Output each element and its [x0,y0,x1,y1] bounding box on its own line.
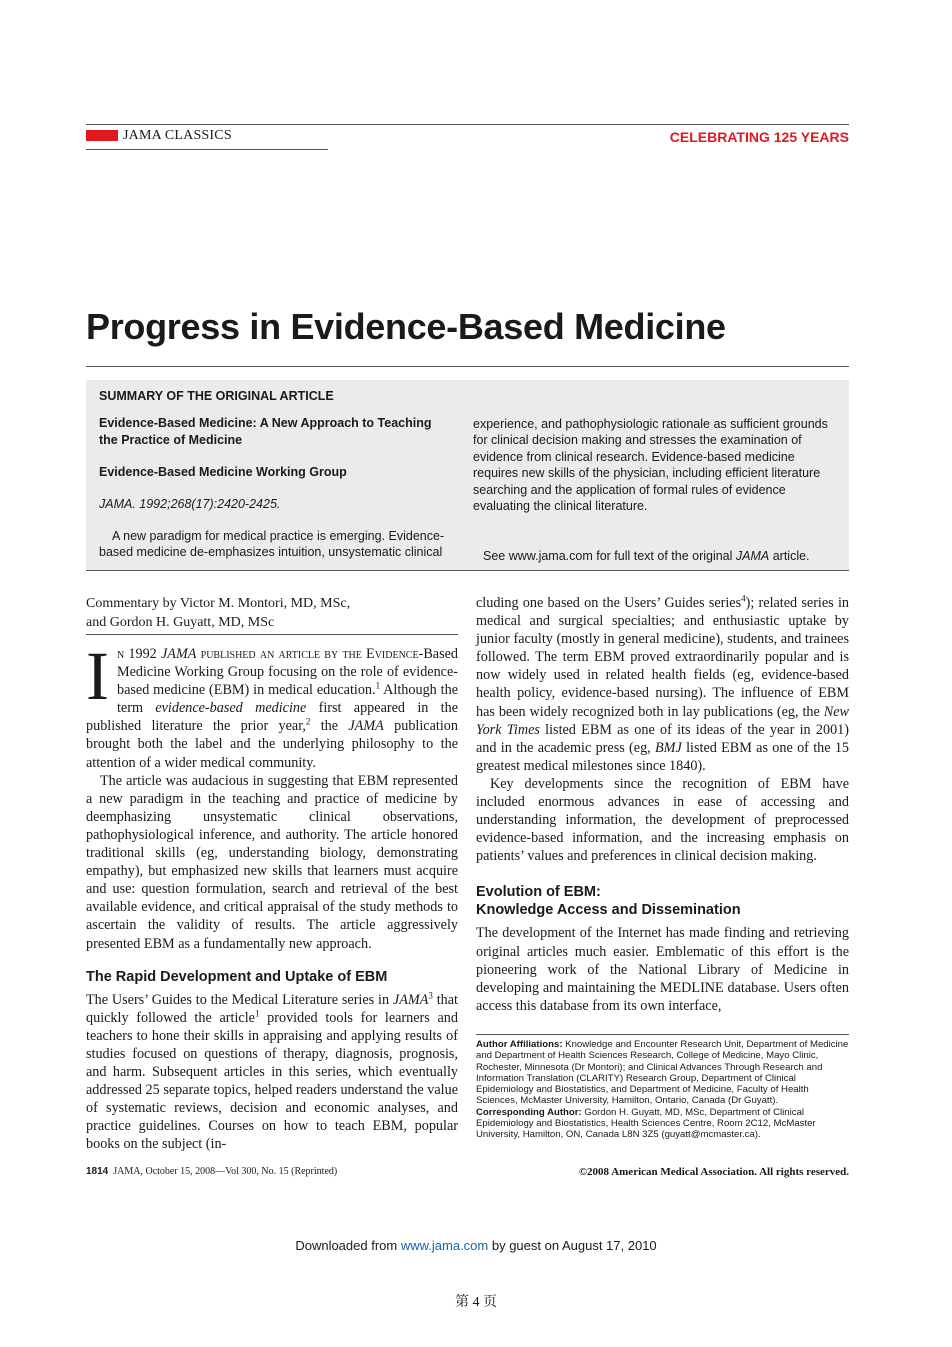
journal-issue: JAMA, October 15, 2008—Vol 300, No. 15 (Reprinted) [113,1166,338,1177]
summary-abstract-part1: A new paradigm for medical practice is emerging. Evidence-based medicine de-emphasizes intuition, unsystematic clinical [99,529,445,560]
copyright-notice: ©2008 American Medical Association. All rights reserved. [578,1166,849,1178]
summary-bottom-rule [86,570,849,571]
title-rule [86,366,849,367]
anniversary-banner: CELEBRATING 125 YEARS [669,129,849,145]
original-article-citation: JAMA. 1992;268(17):2420-2425. [99,497,281,511]
see-full-text-note: See www.jama.com for full text of the original JAMA article. [483,549,810,564]
original-article-authors: Evidence-Based Medicine Working Group [99,465,347,479]
summary-left-column [99,415,449,561]
body-paragraph-3: The Users’ Guides to the Medical Literature series in JAMA$^3$ that quickly followed the article$^1$ provided tools for learners and teachers to hone their skills in appraising and applying results of studies focused on questions of therapy, diagnosis, prognosis, and harm. Subsequent articles in this series, which eventually addressed 25 separate topics, helped readers understand the value of systematic reviews, decision and economic analyses, and practice guidelines. Courses on how to teach EBM, popular books on the subject (in- [86,989,458,1153]
corresponding-author: Corresponding Author: Gordon H. Guyatt, MD, MSc, Department of Clinical Epidemiology and Biostatistics, Health Sciences Centre, Room 2C12, McMaster University, Hamilton, ON, Canada L8N 3Z5 (guyatt@mcmaster.ca). [476,1106,816,1141]
body-paragraph-5: The development of the Internet has made finding and retrieving original articles much easier. Emblematic of this effort is the pioneering work of the National Library of Medicine in developing and maintaining the MEDLINE database. Users often access this database from its own interface, [476,925,849,1014]
section-heading-rapid-development: The Rapid Development and Uptake of EBM [86,968,388,985]
section-color-bar [86,130,118,141]
body-paragraph-1: In 1992 JAMA published an article by the Evidence-Based Medicine Working Group focusing on the role of evidence-based medicine (EBM) in medical education.$^1$ Although the term evidence-based medicine first appeared in the published literature the prior year,$^2$ the JAMA publication brought both the label and the underlying philosophy to the attention of a wider medical community. [86,638,459,771]
page-footer-left [86,1166,337,1177]
page-number: 1814 [86,1166,109,1177]
body-paragraph-2: The article was audacious in suggesting that EBM represented a new paradigm in the teaching and practice of medicine by deemphasizing unsystematic clinical observations, pathophysiological inference, and authority. The article honored traditional skills (eg, understanding biology, demonstrating empathy), but emphasized new skills that learners must acquire and use: question formulation, search and retrieval of the best available evidence, and critical appraisal of the study methods to ascertain the validity of results. The article aggressively presented EBM as a fundamentally new approach. [86,772,458,952]
header-rule [86,124,849,125]
body-column-right [476,594,849,1015]
section-heading-evolution: Evolution of EBM: Knowledge Access and Dissemination [476,884,741,919]
download-notice: Downloaded from www.jama.com by guest on August 17, 2010 [295,1238,657,1253]
author-affiliations [476,1039,849,1141]
original-article-title: Evidence-Based Medicine: A New Approach to Teaching the Practice of Medicine [99,416,432,447]
section-underline [86,149,328,150]
drop-cap: I [86,638,109,714]
jama-link[interactable]: www.jama.com [400,1238,489,1253]
byline-rule [86,634,458,635]
viewer-page-indicator: 第 4 页 [455,1295,497,1310]
summary-box [86,380,849,570]
article-title: Progress in Evidence-Based Medicine [86,306,726,347]
summary-heading: SUMMARY OF THE ORIGINAL ARTICLE [99,389,334,403]
section-label: JAMA CLASSICS [123,128,232,143]
body-paragraph-continued: cluding one based on the Users’ Guides series$^4$); related series in medical and surgical specialties; and enthusiastic uptake by junior faculty (mostly in general medicine), students, and trainees followed. The term EBM proved extraordinarily popular and is now widely used in related health fields (eg, evidence-based health policy, evidence-based nursing). The influence of EBM has been widely recognized both in lay publications (eg, the New York Times listed EBM as one of its ideas of the year in 2001) and in the academic press (eg, BMJ listed EBM as one of the 15 greatest medical milestones since 1840). [476,593,850,774]
body-column-left [86,594,458,1153]
affiliations-text: Author Affiliations: Knowledge and Encounter Research Unit, Department of Medicine and Department of Health Sciences Research, College of Medicine, Mayo Clinic, Rochester, Minnesota (Dr Montori); and Clinical Advances Through Research and Information Translation (CLARITY) Research Group, Department of Clinical Epidemiology and Biostatistics, and Department of Medicine, Faculty of Health Sciences, McMaster University, Hamilton, Ontario, Canada (Dr Guyatt). [476,1039,849,1107]
summary-right-column [473,416,843,565]
commentary-byline: Commentary by Victor M. Montori, MD, MSc, and Gordon H. Guyatt, MD, MSc [86,596,351,630]
affiliations-rule [476,1034,849,1035]
body-paragraph-4: Key developments since the recognition of EBM have included enormous advances in ease of accessing and understanding information, the development of preprocessed evidence-based information, and the increasing emphasis on patients’ values and preferences in clinical decision making. [476,775,849,865]
summary-abstract-part2: experience, and pathophysiologic rationale as sufficient grounds for clinical decision making and stresses the examination of evidence from clinical research. Evidence-based medicine requires new skills of the physician, including efficient literature searching and the application of formal rules of evidence evaluating the clinical literature. [473,417,828,514]
